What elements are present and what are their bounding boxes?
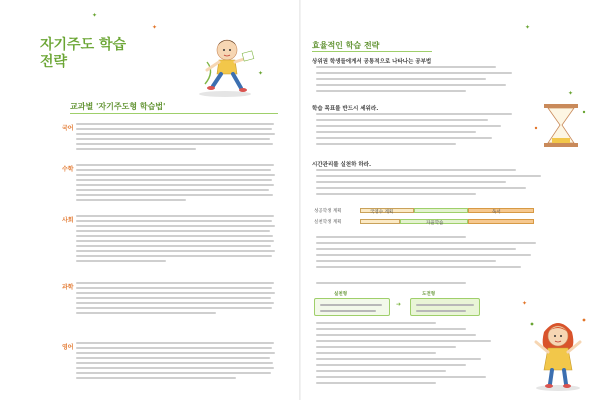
flow-left-label: 실천형	[334, 292, 348, 297]
figure-segment-label: 독서	[492, 210, 501, 215]
paragraph-method-intro	[316, 280, 516, 290]
hourglass-icon	[526, 98, 596, 153]
arrow-right-icon: ➜	[396, 301, 402, 308]
subheading-time-management: 시간관리를 실천하 하라.	[312, 162, 372, 168]
subject-label-english: 영어	[62, 344, 74, 351]
paragraph-set-goals	[316, 113, 516, 153]
page-title-line1: 자기주도 학습	[40, 37, 127, 53]
subheading-study-habits: 상위권 학생들에게서 공통적으로 나타나는 공부법	[312, 59, 432, 65]
right-page	[300, 0, 600, 400]
section-heading: 효율적인 학습 전략	[312, 41, 380, 50]
paragraph-schedule-detail	[316, 236, 546, 276]
subject-label-math: 수학	[62, 166, 74, 173]
star-icon: ✦	[258, 70, 264, 77]
star-icon: ✦	[152, 24, 158, 31]
star-icon: ✦	[568, 90, 574, 97]
figure-segment-label: 자율학습	[426, 221, 444, 226]
subject-body-social	[76, 214, 276, 269]
figure-row-label: 성공학생 계획	[314, 209, 342, 214]
figure-bar	[414, 208, 468, 213]
subject-body-english	[76, 341, 276, 386]
figure-segment-label: 국영수 계획	[370, 210, 394, 215]
figure-row-label: 실천학생 계획	[314, 220, 342, 225]
page-title	[40, 37, 150, 71]
subject-label-science: 과학	[62, 284, 74, 291]
figure-bar	[468, 219, 534, 224]
subheading-set-goals: 학습 목표를 반드시 세워라.	[312, 106, 379, 112]
paragraph-study-habits	[316, 66, 516, 96]
star-icon: ✦	[522, 300, 528, 307]
red-haired-girl-icon	[522, 312, 592, 392]
figure-bar	[468, 208, 534, 213]
subject-label-social: 사회	[62, 217, 74, 224]
subject-body-math	[76, 163, 276, 203]
subject-label-korean: 국어	[62, 125, 74, 132]
flow-box-right	[410, 298, 480, 316]
paragraph-time-management	[316, 169, 546, 199]
subject-body-korean	[76, 122, 276, 152]
section-heading: 교과별 '자기주도형 학습법'	[70, 102, 166, 111]
figure-bar	[360, 219, 400, 224]
heading-divider	[312, 51, 432, 52]
flow-right-label: 도전형	[422, 292, 436, 297]
star-icon: ✦	[92, 12, 98, 19]
flow-box-left	[314, 298, 390, 316]
page-title-line2: 전략	[40, 54, 68, 70]
heading-divider	[70, 113, 278, 114]
star-icon: ✦	[525, 24, 531, 31]
subject-body-science	[76, 281, 276, 326]
paragraph-method-detail	[316, 322, 516, 392]
running-boy-icon	[185, 28, 265, 98]
